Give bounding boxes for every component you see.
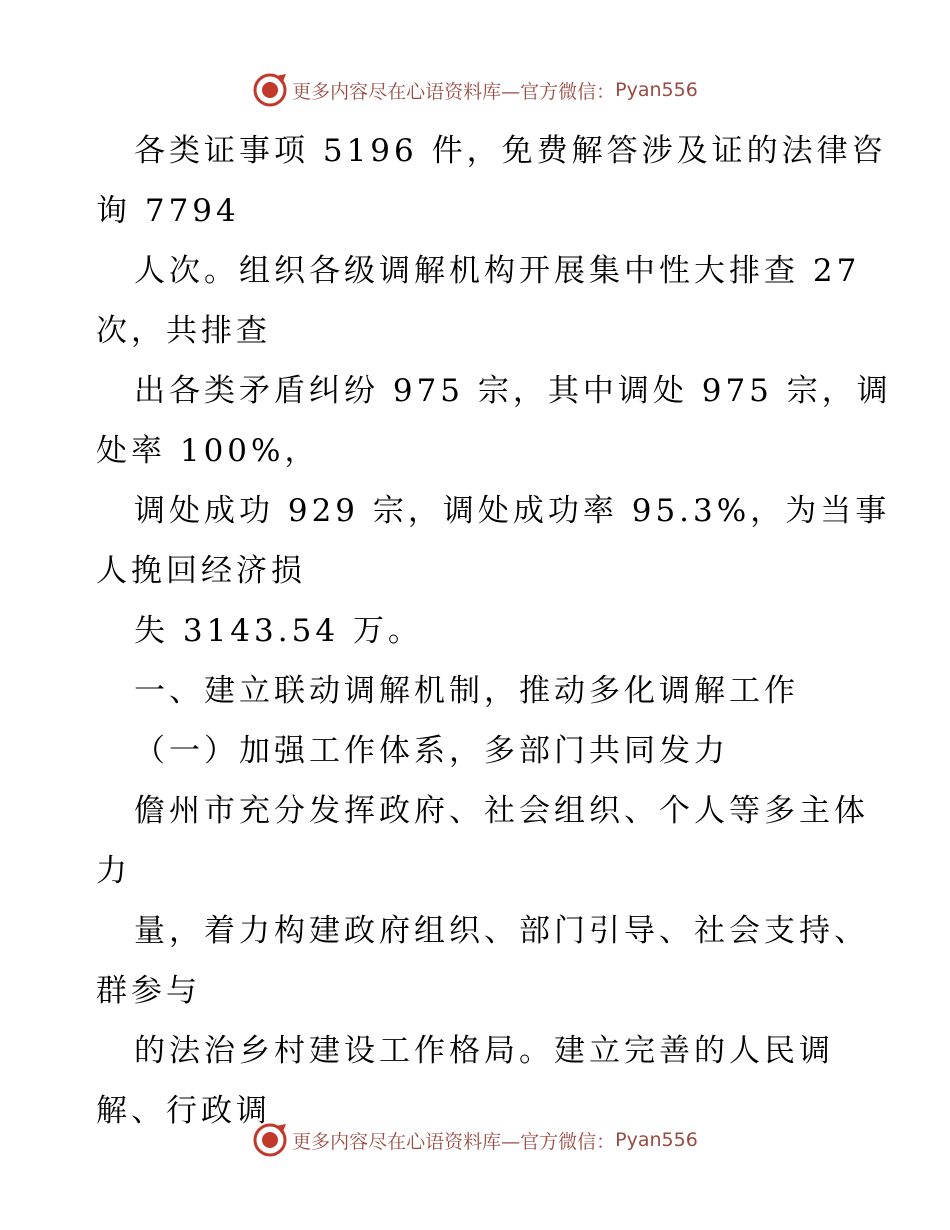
text-line: 各类证事项 5196 件，免费解答涉及证的法律咨 xyxy=(134,133,887,169)
header-wechat-id: Pyan556 xyxy=(615,79,698,101)
text-line: 次，共排查 xyxy=(96,313,271,349)
text-line: 询 7794 xyxy=(96,193,240,229)
text-line: 力 xyxy=(96,853,131,889)
text-line: 调处成功 929 宗，调处成功率 95.3%，为当事 xyxy=(134,493,891,529)
footer-wechat-id: Pyan556 xyxy=(615,1129,698,1151)
footer-banner-text: 更多内容尽在心语资料库—官方微信： xyxy=(292,1130,616,1153)
text-line: 儋州市充分发挥政府、社会组织、个人等多主体 xyxy=(134,793,869,829)
subsection-heading: （一）加强工作体系，多部门共同发力 xyxy=(134,733,729,769)
section-heading: 一、建立联动调解机制，推动多化调解工作 xyxy=(134,673,799,709)
text-line: 失 3143.54 万。 xyxy=(134,613,423,649)
footer-banner xyxy=(0,1120,950,1160)
header-banner xyxy=(0,70,950,110)
text-line: 群参与 xyxy=(96,973,201,1009)
text-line: 人挽回经济损 xyxy=(96,553,306,589)
logo-icon xyxy=(252,1122,288,1158)
text-line: 的法治乡村建设工作格局。建立完善的人民调 xyxy=(134,1033,834,1069)
logo-icon xyxy=(252,72,288,108)
text-line: 人次。组织各级调解机构开展集中性大排查 27 xyxy=(134,253,861,289)
text-line: 出各类矛盾纠纷 975 宗，其中调处 975 宗，调 xyxy=(134,373,892,409)
text-line: 解、行政调 xyxy=(96,1093,271,1129)
text-line: 量，着力构建政府组织、部门引导、社会支持、 xyxy=(134,913,869,949)
document-body xyxy=(96,121,892,1141)
text-line: 处率 100%， xyxy=(96,433,320,469)
header-banner-text: 更多内容尽在心语资料库—官方微信： xyxy=(292,80,616,103)
